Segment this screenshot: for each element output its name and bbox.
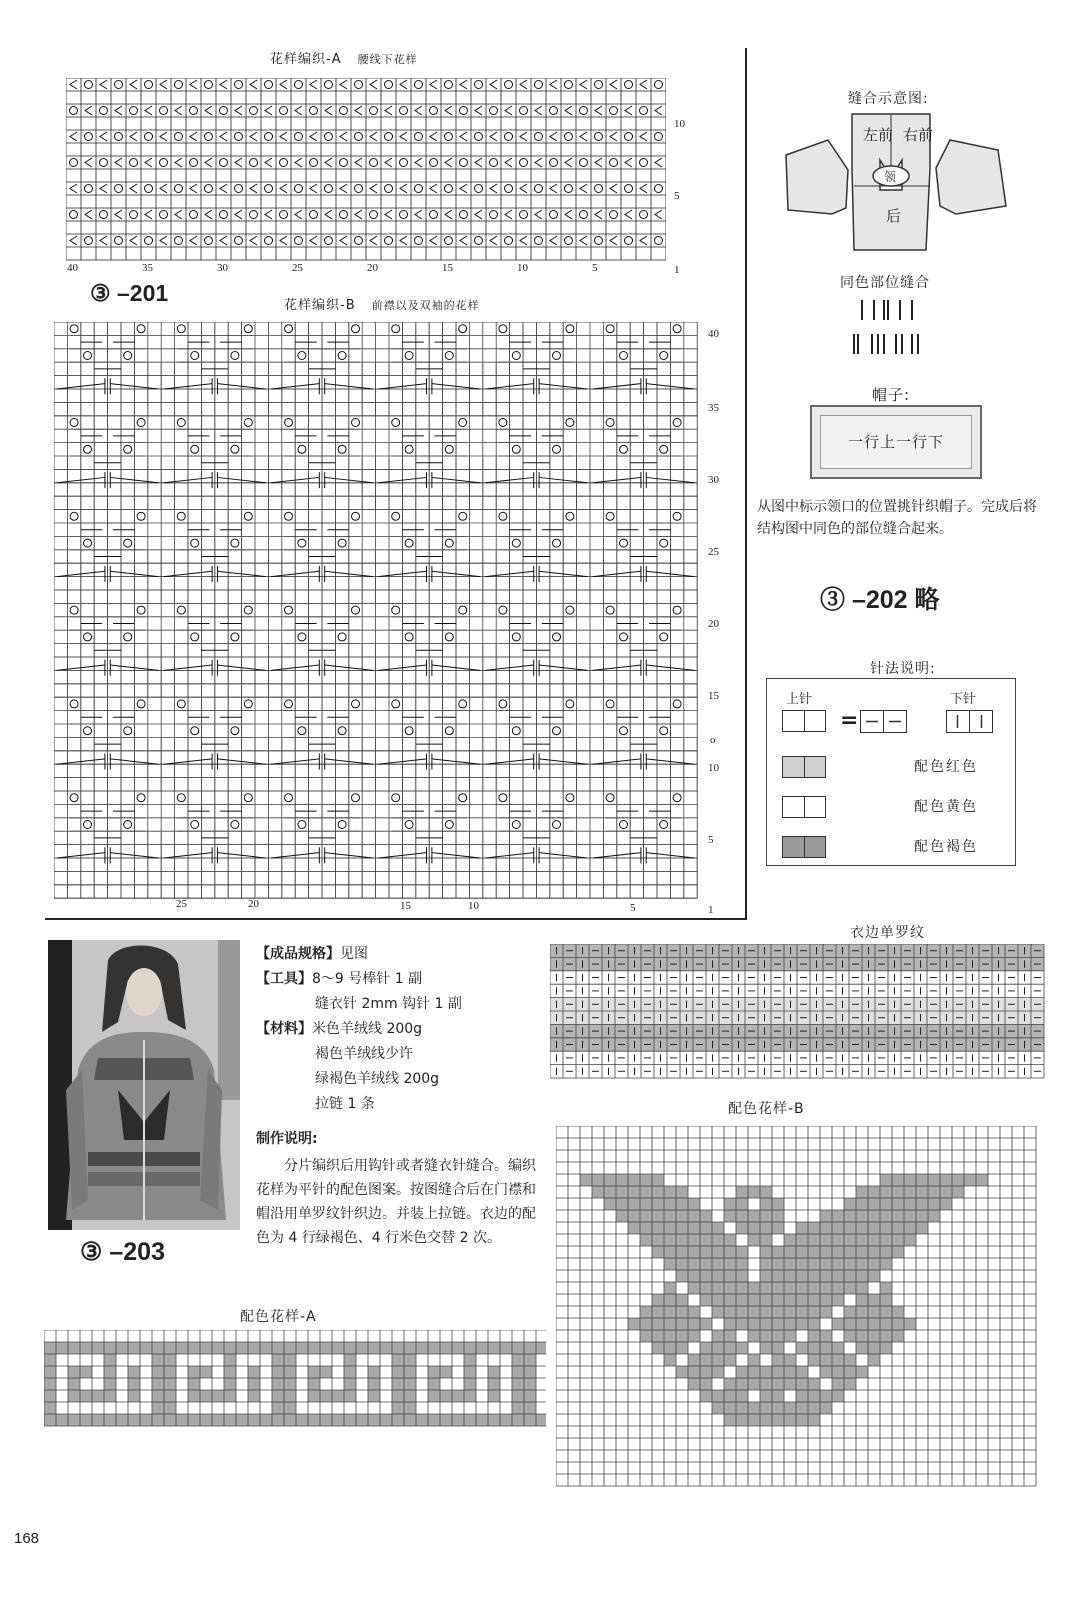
chart-b-row-label: o [710, 734, 716, 746]
chart-a-col-label: 30 [217, 262, 228, 274]
chart-b-row-label: 10 [708, 762, 719, 774]
chart-b-row-label: 5 [708, 834, 714, 846]
red-color-swatch [782, 756, 826, 778]
chart-a-col-label: 15 [442, 262, 453, 274]
seam-right-front-label: 右前 [903, 126, 934, 144]
chart-b-row-label: 1 [708, 904, 714, 916]
section-203-label: ③ –203 [80, 1238, 165, 1266]
color-pattern-a-chart [44, 1330, 546, 1428]
chart-b-row-label: 30 [708, 474, 719, 486]
chart-b-row-label: 15 [708, 690, 719, 702]
chart-a-col-label: 25 [292, 262, 303, 274]
material-line: 【材料】米色羊绒线 200g [256, 1021, 423, 1037]
same-color-seam-label: 同色部位缝合 [840, 275, 930, 291]
chart-b-col-label: 5 [630, 902, 636, 914]
chart-b-grid [54, 322, 700, 900]
color-pattern-b-chart [556, 1126, 1046, 1492]
stitch-legend-title: 针法说明: [870, 661, 936, 677]
yellow-color-swatch [782, 796, 826, 818]
chart-b-col-label: 15 [400, 900, 411, 912]
chart-b-col-label: 10 [468, 900, 479, 912]
seam-left-front-label: 左前 [863, 126, 894, 144]
section-202-label: ③ –202 略 [820, 586, 940, 614]
upper-stitch-label: 上针 [786, 692, 813, 707]
upper-stitch-symbol [782, 710, 826, 732]
chart-a-col-label: 5 [592, 262, 598, 274]
brown-color-label: 配色褐色 [914, 839, 978, 855]
method-text: 分片编织后用钩针或者缝衣针缝合。编织花样为平针的配色图案。按图缝合后在门襟和帽沿用单罗纹针织边。并装上拉链。衣边的配色为 4 行绿褐色、4 行米色交替 2 次。 [256, 1158, 536, 1246]
materials-list [256, 942, 462, 1117]
chart-a-row-label: 10 [674, 118, 685, 130]
chart-b-row-label: 25 [708, 546, 719, 558]
equals-sign: = [840, 708, 859, 733]
seam-diagram [780, 110, 1020, 260]
rib-chart [550, 944, 1046, 1080]
rib-title: 衣边单罗纹 [850, 925, 925, 941]
seam-marks [850, 298, 930, 358]
seam-back-label: 后 [886, 207, 902, 225]
chart-a-col-label: 35 [142, 262, 153, 274]
brown-color-swatch [782, 836, 826, 858]
chart-b-row-label: 40 [708, 328, 719, 340]
chart-a-grid [66, 78, 666, 263]
section-201-label: ③ –201 [90, 280, 169, 306]
lower-stitch-symbol [946, 710, 994, 734]
yellow-color-label: 配色黄色 [914, 799, 978, 815]
page-number: 168 [14, 1530, 40, 1547]
color-pattern-a-title: 配色花样-A [240, 1309, 317, 1325]
hat-diagram [810, 405, 982, 479]
upper-stitch-dash-symbol [860, 710, 908, 734]
red-color-label: 配色红色 [914, 759, 978, 775]
lower-stitch-label: 下针 [950, 692, 977, 707]
chart-a-row-label: 1 [674, 264, 680, 276]
chart-a-title: 花样编织-A 腰线下花样 [270, 52, 418, 67]
material-line: 【成品规格】见图 [256, 946, 368, 962]
chart-a-col-label: 10 [517, 262, 528, 274]
seam-collar-label: 领 [884, 170, 897, 184]
color-pattern-b-title: 配色花样-B [728, 1101, 805, 1117]
hat-title: 帽子: [872, 386, 911, 404]
material-line: 缝衣针 2mm 钩针 1 副 [315, 996, 462, 1012]
hat-instruction: 从图中标示领口的位置挑针织帽子。完成后将结构图中同色的部位缝合起来。 [757, 499, 1037, 537]
material-line: 【工具】8～9 号棒针 1 副 [256, 971, 423, 987]
chart-a-col-label: 20 [367, 262, 378, 274]
hat-box-text: 一行上一行下 [847, 433, 944, 451]
chart-b-title: 花样编织-B 前襟以及双袖的花样 [284, 298, 480, 313]
frame-horizontal-line [45, 918, 747, 920]
chart-b-col-label: 25 [176, 898, 187, 910]
model-photo-illustration [48, 940, 240, 1230]
method-title: 制作说明: [256, 1131, 318, 1147]
material-line: 褐色羊绒线少许 [315, 1046, 413, 1062]
chart-b-col-label: 20 [248, 898, 259, 910]
seam-diagram-title: 缝合示意图: [848, 91, 929, 107]
chart-a-col-label: 40 [67, 262, 78, 274]
chart-b-row-label: 20 [708, 618, 719, 630]
material-line: 绿褐色羊绒线 200g [315, 1071, 440, 1087]
frame-vertical-line [745, 48, 747, 920]
chart-b-row-label: 35 [708, 402, 719, 414]
chart-a-row-label: 5 [674, 190, 680, 202]
sweater-photo [48, 940, 240, 1230]
material-line: 拉链 1 条 [315, 1096, 375, 1112]
